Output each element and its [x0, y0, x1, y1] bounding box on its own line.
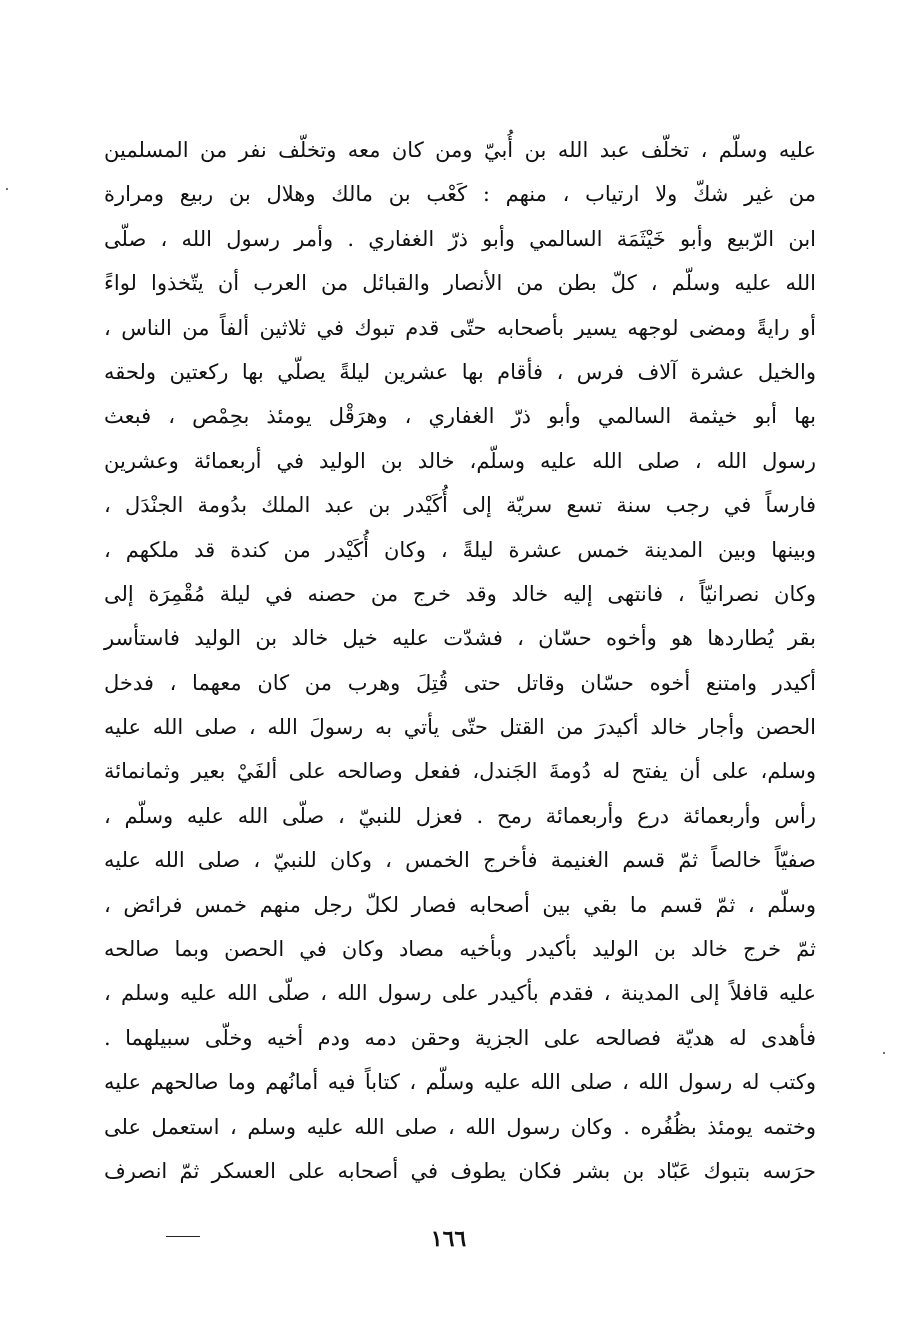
text-line: وختمه يومئذ بظُفُره . وكان رسول الله ، صلى الله عليه وسلم ، استعمل على — [104, 1114, 816, 1139]
text-line: الله عليه وسلّم ، كلّ بطن من الأنصار والقبائل من العرب أن يتّخذوا لواءً — [104, 271, 816, 296]
text-line: فارساً في رجب سنة تسع سريّة إلى أُكَيْدر بن عبد الملك بدُومة الجنْدَل ، — [104, 493, 816, 518]
text-line: وكان نصرانيّاً ، فانتهى إليه خالد وقد خرج من حصنه في ليلة مُقْمِرَة إلى — [104, 581, 816, 606]
text-line: رأس وأربعمائة درع وأربعمائة رمح . فعزل للنبيّ ، صلّى الله عليه وسلّم ، — [104, 803, 816, 828]
text-line: ابن الرّبيع وأبو خَيْثَمَة السالمي وأبو ذرّ الغفاري . وأمر رسول الله ، صلّى — [104, 226, 816, 251]
text-line: حرَسه بتبوك عَبّاد بن بشر فكان يطوف في أصحابه على العسكر ثمّ انصرف — [104, 1158, 816, 1183]
scan-speck — [6, 188, 8, 190]
text-line: رسول الله ، صلى الله عليه وسلّم، خالد بن الوليد في أربعمائة وعشرين — [104, 448, 816, 473]
body-text — [104, 128, 816, 1193]
text-line: ثمّ خرج خالد بن الوليد بأكيدر وبأخيه مصاد وكان في الحصن وبما صالحه — [104, 937, 816, 962]
text-line: من غير شكّ ولا ارتياب ، منهم : كَعْب بن مالك وهلال بن ربيع ومرارة — [104, 182, 816, 207]
text-line: عليه قافلاً إلى المدينة ، فقدم بأكيدر على رسول الله ، صلّى الله عليه وسلم ، — [104, 981, 816, 1006]
text-line: وكتب له رسول الله ، صلى الله عليه وسلّم ، كتاباً فيه أمانُهم وما صالحهم عليه — [104, 1070, 816, 1095]
text-line: عليه وسلّم ، تخلّف عبد الله بن أُبيّ ومن كان معه وتخلّف نفر من المسلمين — [104, 138, 816, 162]
text-line: فأهدى له هديّة فصالحه على الجزية وحقن دمه ودم أخيه وخلّى سبيلهما . — [104, 1025, 816, 1050]
text-line: بها أبو خيثمة السالمي وأبو ذرّ الغفاري ، وهرَقْل يومئذ بحِمْص ، فبعث — [104, 404, 816, 429]
text-line: الحصن وأجار خالد أكيدرَ من القتل حتّى يأتي به رسولَ الله ، صلى الله عليه — [104, 715, 816, 740]
scan-speck — [883, 1052, 885, 1054]
text-line: وسلّم ، ثمّ قسم ما بقي بين أصحابه فصار لكلّ رجل منهم خمس فرائض ، — [104, 892, 816, 917]
text-line: بقر يُطاردها هو وأخوه حسّان ، فشدّت عليه خيل خالد بن الوليد فاستأسر — [104, 626, 816, 651]
text-line: أو رايةً ومضى لوجهه يسير بأصحابه حتّى قدم تبوك في ثلاثين ألفاً من الناس ، — [104, 315, 816, 340]
text-line: والخيل عشرة آلاف فرس ، فأقام بها عشرين ليلةً يصلّي بها ركعتين ولحقه — [104, 359, 816, 384]
text-line: أكيدر وامتنع أخوه حسّان وقاتل حتى قُتِلَ وهرب من كان معهما ، فدخل — [104, 670, 816, 695]
text-line: وسلم، على أن يفتح له دُومةَ الجَندل، ففعل وصالحه على ألفَيْ بعير وثمانمائة — [104, 759, 816, 784]
text-line: وبينها وبين المدينة خمس عشرة ليلةً ، وكان أُكَيْدر من كندة قد ملكهم ، — [104, 537, 816, 562]
text-line: صفيّاً خالصاً ثمّ قسم الغنيمة فأخرج الخمس ، وكان للنبيّ ، صلى الله عليه — [104, 848, 816, 873]
page-number: ١٦٦ — [430, 1226, 467, 1252]
